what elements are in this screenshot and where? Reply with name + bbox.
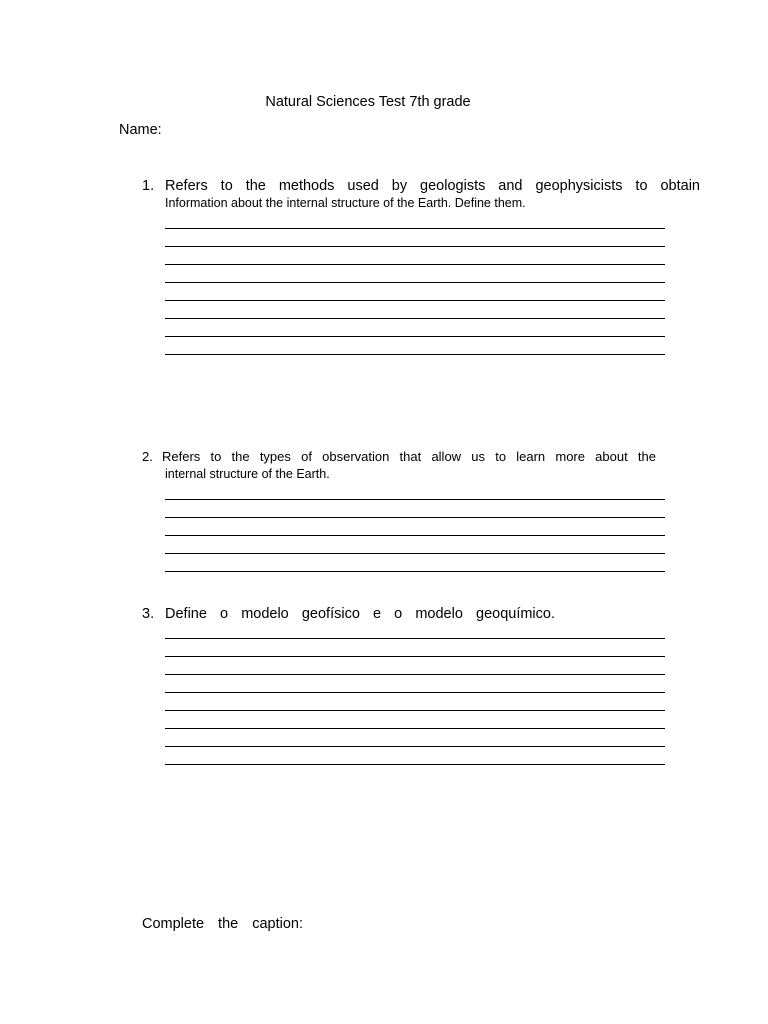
question-subtext: internal structure of the Earth. bbox=[165, 467, 330, 481]
question-text: Refers to the methods used by geologists and geophysicists to obtain bbox=[165, 178, 700, 194]
question-number: 3. bbox=[142, 606, 155, 622]
answer-line[interactable] bbox=[165, 536, 665, 554]
answer-line[interactable] bbox=[165, 283, 665, 301]
answer-line[interactable] bbox=[165, 201, 665, 229]
answer-lines[interactable] bbox=[165, 472, 665, 572]
answer-line[interactable] bbox=[165, 639, 665, 657]
answer-line[interactable] bbox=[165, 747, 665, 765]
question-number: 1. bbox=[142, 178, 155, 194]
answer-line[interactable] bbox=[165, 711, 665, 729]
answer-line[interactable] bbox=[165, 693, 665, 711]
answer-line[interactable] bbox=[165, 247, 665, 265]
answer-line[interactable] bbox=[165, 301, 665, 319]
name-label: Name: bbox=[119, 122, 162, 138]
answer-lines[interactable] bbox=[165, 611, 665, 765]
answer-line[interactable] bbox=[165, 518, 665, 536]
answer-line[interactable] bbox=[165, 337, 665, 355]
answer-line[interactable] bbox=[165, 265, 665, 283]
answer-line[interactable] bbox=[165, 500, 665, 518]
caption-label: Complete the caption: bbox=[142, 916, 303, 932]
answer-line[interactable] bbox=[165, 319, 665, 337]
answer-line[interactable] bbox=[165, 611, 665, 639]
page-title: Natural Sciences Test 7th grade bbox=[265, 94, 471, 110]
answer-line[interactable] bbox=[165, 729, 665, 747]
answer-line[interactable] bbox=[165, 657, 665, 675]
question-text: Refers to the types of observation that allow us to learn more about the bbox=[162, 449, 656, 464]
question-subtext: Information about the internal structure of the Earth. Define them. bbox=[165, 196, 526, 210]
answer-line[interactable] bbox=[165, 472, 665, 500]
answer-line[interactable] bbox=[165, 554, 665, 572]
question-number: 2. bbox=[142, 449, 153, 464]
question-text: Define o modelo geofísico e o modelo geoquímico. bbox=[165, 606, 555, 622]
answer-line[interactable] bbox=[165, 675, 665, 693]
answer-line[interactable] bbox=[165, 229, 665, 247]
answer-lines[interactable] bbox=[165, 201, 665, 355]
